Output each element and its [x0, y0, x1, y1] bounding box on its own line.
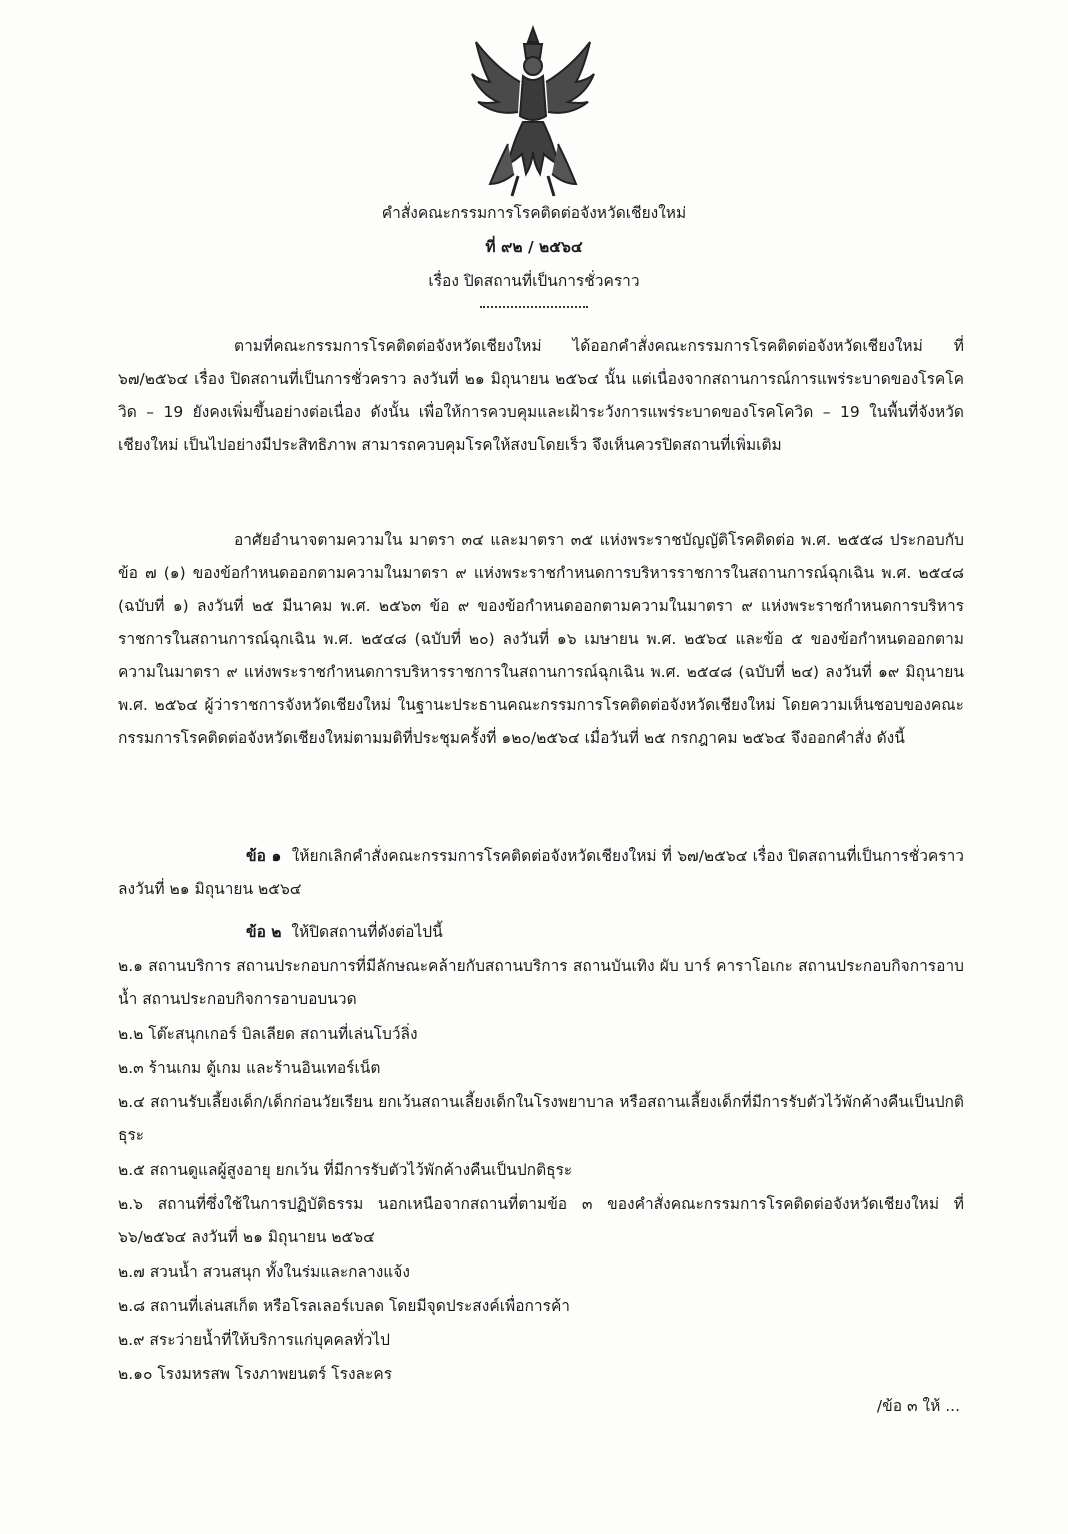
- list-item-text: ๒.๗ สวนน้ำ สวนสนุก ทั้งในร่มและกลางแจ้ง: [118, 1263, 410, 1281]
- clause-2: [118, 916, 964, 949]
- list-item-text: ๒.๑๐ โรงมหรสพ โรงภาพยนตร์ โรงละคร: [118, 1365, 393, 1383]
- garuda-emblem-icon: [468, 24, 598, 199]
- list-item-text: ๒.๔ สถานรับเลี้ยงเด็ก/เด็กก่อนวัยเรียน ยกเว้นสถานเลี้ยงเด็กในโรงพยาบาล หรือสถานเลี้ยงเด็กที่มีการรับตัวไว้พักค้างคืนเป็นปกติธุระ: [118, 1093, 964, 1144]
- clause-1-label: ข้อ ๑: [246, 847, 282, 865]
- title-divider: [480, 306, 588, 308]
- list-item: [118, 1154, 964, 1187]
- clause-1-text: ให้ยกเลิกคำสั่งคณะกรรมการโรคติดต่อจังหวัดเชียงใหม่ ที่ ๖๗/๒๕๖๔ เรื่อง ปิดสถานที่เป็นการชั่วคราว ลงวันที่ ๒๑ มิถุนายน ๒๕๖๔: [118, 847, 965, 898]
- list-item: [118, 1018, 964, 1051]
- list-item: [118, 1358, 964, 1391]
- paragraph-1-text: ตามที่คณะกรรมการโรคติดต่อจังหวัดเชียงใหม่ ได้ออกคำสั่งคณะกรรมการโรคติดต่อจังหวัดเชียงใหม่ ที่ ๖๗/๒๕๖๔ เรื่อง ปิดสถานที่เป็นการชั่วคราว ลงวันที่ ๒๑ มิถุนายน ๒๕๖๔ นั้น แต่เนื่องจากสถานการณ์การแพร่ระบาดของโรคโควิด – 19 ยังคงเพิ่มขึ้นอย่างต่อเนื่อง ดังนั้น เพื่อให้การควบคุมและเฝ้าระวังการแพร่ระบาดของโรคโควิด – 19 ในพื้นที่จังหวัดเชียงใหม่ เป็นไปอย่างมีประสิทธิภาพ สามารถควบคุมโรคให้สงบโดยเร็ว จึงเห็นควรปิดสถานที่เพิ่มเติม: [118, 337, 964, 454]
- list-item-text: ๒.๓ ร้านเกม ตู้เกม และร้านอินเทอร์เน็ต: [118, 1059, 381, 1077]
- paragraph-2-text: อาศัยอำนาจตามความใน มาตรา ๓๔ และมาตรา ๓๕ แห่งพระราชบัญญัติโรคติดต่อ พ.ศ. ๒๕๕๘ ประกอบกับข้อ ๗ (๑) ของข้อกำหนดออกตามความในมาตรา ๙ แห่งพระราชกำหนดการบริหารราชการในสถานการณ์ฉุกเฉิน พ.ศ. ๒๕๔๘ (ฉบับที่ ๑) ลงวันที่ ๒๕ มีนาคม พ.ศ. ๒๕๖๓ ข้อ ๙ ของข้อกำหนดออกตามความในมาตรา ๙ แห่งพระราชกำหนดการบริหารราชการในสถานการณ์ฉุกเฉิน พ.ศ. ๒๕๔๘ (ฉบับที่ ๒๐) ลงวันที่ ๑๖ เมษายน พ.ศ. ๒๕๖๔ และข้อ ๕ ของข้อกำหนดออกตามความในมาตรา ๙ แห่งพระราชกำหนดการบริหารราชการในสถานการณ์ฉุกเฉิน พ.ศ. ๒๕๔๘ (ฉบับที่ ๒๔) ลงวันที่ ๑๙ มิถุนายน พ.ศ. ๒๕๖๔ ผู้ว่าราชการจังหวัดเชียงใหม่ ในฐานะประธานคณะกรรมการโรคติดต่อจังหวัดเชียงใหม่ โดยความเห็นชอบของคณะกรรมการโรคติดต่อจังหวัดเชียงใหม่ตามมติที่ประชุมครั้งที่ ๑๒๐/๒๕๖๔ เมื่อวันที่ ๒๕ กรกฎาคม ๒๕๖๔ จึงออกคำสั่ง ดังนี้: [118, 531, 964, 747]
- continuation-note: /ข้อ ๓ ให้ ...: [876, 1397, 960, 1415]
- list-item-text: ๒.๘ สถานที่เล่นสเก็ต หรือโรลเลอร์เบลด โดยมีจุดประสงค์เพื่อการค้า: [118, 1297, 571, 1315]
- list-item-text: ๒.๙ สระว่ายน้ำที่ให้บริการแก่บุคคลทั่วไป: [118, 1331, 390, 1349]
- list-item-text: ๒.๕ สถานดูแลผู้สูงอายุ ยกเว้น ที่มีการรับตัวไว้พักค้างคืนเป็นปกติธุระ: [118, 1161, 573, 1179]
- list-item: [118, 1086, 964, 1152]
- order-number: ที่ ๙๒ / ๒๕๖๔: [485, 238, 583, 256]
- clause-1: [118, 840, 964, 906]
- list-item: [118, 1324, 964, 1357]
- paragraph-2: [118, 524, 964, 755]
- order-subject: เรื่อง ปิดสถานที่เป็นการชั่วคราว: [428, 272, 640, 290]
- list-item: [118, 950, 964, 1016]
- order-title: คำสั่งคณะกรรมการโรคติดต่อจังหวัดเชียงใหม่: [381, 204, 687, 222]
- list-item-text: ๒.๒ โต๊ะสนุกเกอร์ บิลเลียด สถานที่เล่นโบว์ลิ่ง: [118, 1025, 418, 1043]
- list-item-text: ๒.๑ สถานบริการ สถานประกอบการที่มีลักษณะคล้ายกับสถานบริการ สถานบันเทิง ผับ บาร์ คาราโอเกะ สถานประกอบกิจการอาบน้ำ สถานประกอบกิจการอาบอบนวด: [118, 957, 964, 1008]
- list-item: [118, 1290, 964, 1323]
- clause-2-text: ให้ปิดสถานที่ดังต่อไปนี้: [291, 923, 443, 941]
- list-item: [118, 1052, 964, 1085]
- list-item: [118, 1188, 964, 1254]
- clause-2-label: ข้อ ๒: [246, 923, 282, 941]
- list-item-text: ๒.๖ สถานที่ซึ่งใช้ในการปฏิบัติธรรม นอกเหนือจากสถานที่ตามข้อ ๓ ของคำสั่งคณะกรรมการโรคติดต่อจังหวัดเชียงใหม่ ที่ ๖๖/๒๕๖๔ ลงวันที่ ๒๑ มิถุนายน ๒๕๖๔: [118, 1195, 964, 1246]
- list-item: [118, 1256, 964, 1289]
- paragraph-1: [118, 330, 964, 462]
